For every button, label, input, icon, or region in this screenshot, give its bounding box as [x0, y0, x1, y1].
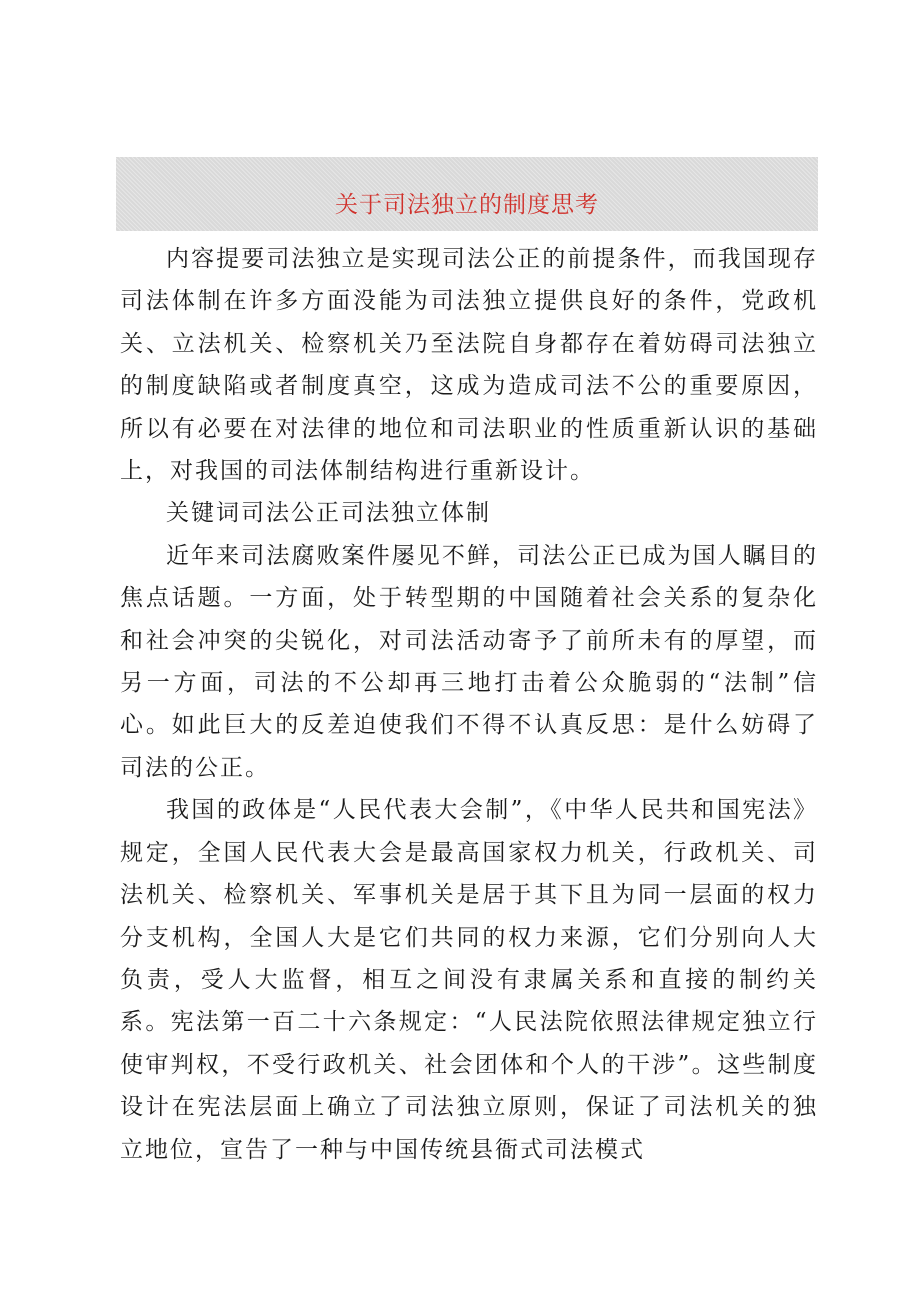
body-paragraph: 近年来司法腐败案件屡见不鲜，司法公正已成为国人瞩目的焦点话题。一方面，处于转型期的中国随着社会关系的复杂化和社会冲突的尖锐化，对司法活动寄予了前所未有的厚望，而另一方面，司法的不公却再三地打击着公众脆弱的“法制”信心。如此巨大的反差迫使我们不得不认真反思：是什么妨碍了司法的公正。: [120, 542, 818, 781]
keywords-paragraph: 关键词司法公正司法独立体制: [166, 500, 491, 527]
document-body: [120, 238, 818, 1171]
abstract-paragraph: 内容提要司法独立是实现司法公正的前提条件，而我国现存司法体制在许多方面没能为司法独立提供良好的条件，党政机关、立法机关、检察机关乃至法院自身都存在着妨碍司法独立的制度缺陷或者制度真空，这成为造成司法不公的重要原因，所以有必要在对法律的地位和司法职业的性质重新认识的基础上，对我国的司法体制结构进行重新设计。: [120, 246, 818, 485]
title-banner: [116, 157, 818, 231]
body-paragraph: 我国的政体是“人民代表大会制”，《中华人民共和国宪法》规定，全国人民代表大会是最高国家权力机关，行政机关、司法机关、检察机关、军事机关是居于其下且为同一层面的权力分支机构，全国人大是它们共同的权力来源，它们分别向人大负责，受人大监督，相互之间没有隶属关系和直接的制约关系。宪法第一百二十六条规定：“人民法院依照法律规定独立行使审判权，不受行政机关、社会团体和个人的干涉”。这些制度设计在宪法层面上确立了司法独立原则，保证了司法机关的独立地位，宣告了一种与中国传统县衙式司法模式: [120, 797, 818, 1163]
document-title: 关于司法独立的制度思考: [335, 191, 599, 218]
